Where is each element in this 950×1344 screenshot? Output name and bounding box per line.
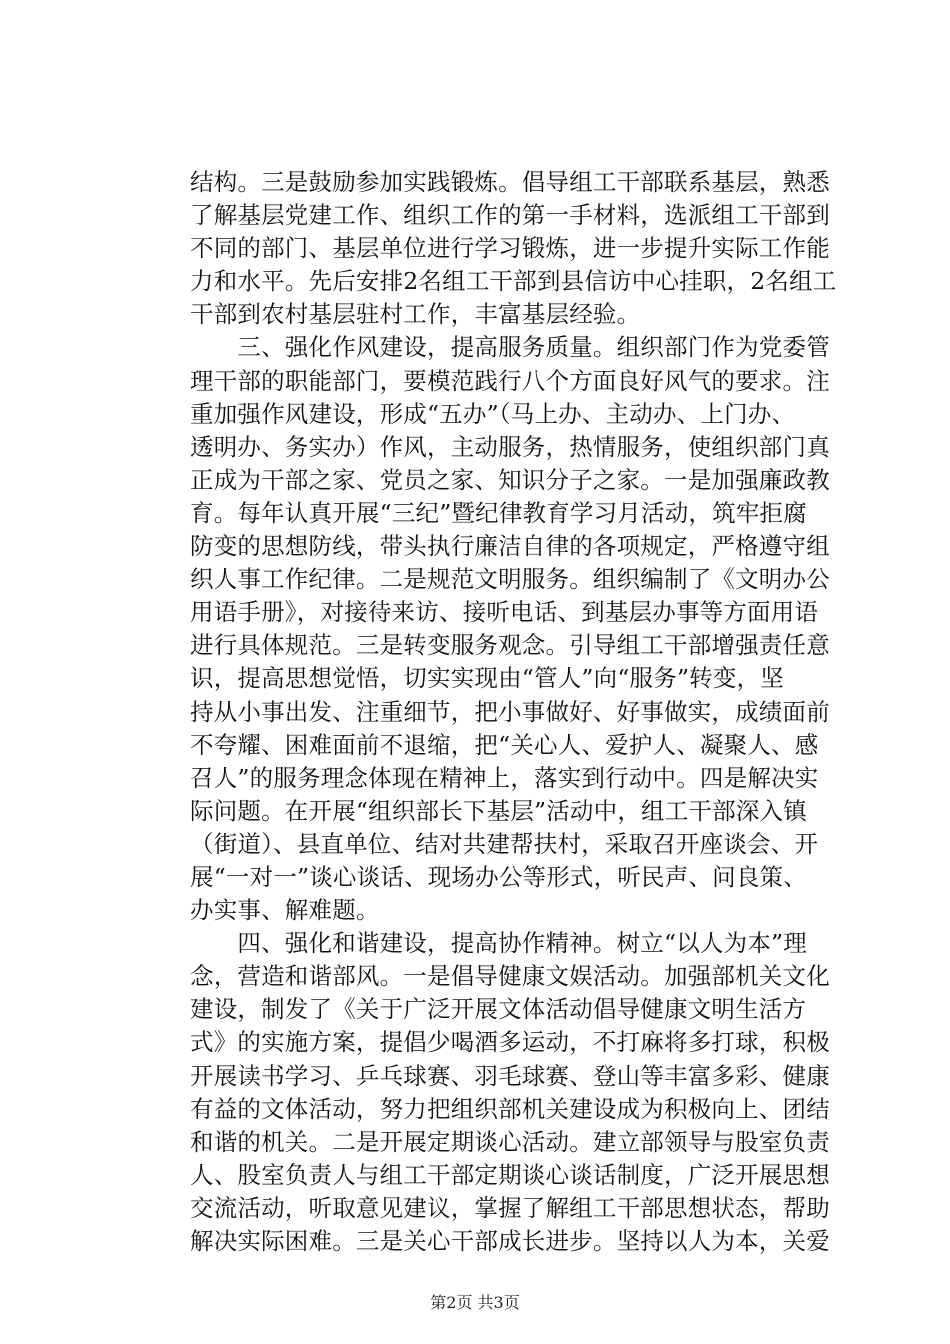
text-line: 织人事工作纪律。二是规范文明服务。组织编制了《文明办公 bbox=[190, 565, 830, 594]
text-line: 和谐的机关。二是开展定期谈心活动。建立部领导与股室负责 bbox=[190, 1127, 830, 1156]
text-line: （街道）、县直单位、结对共建帮扶村，采取召开座谈会、开 bbox=[190, 829, 819, 858]
text-line: 透明办、务实办）作风，主动服务，热情服务，使组织部门真 bbox=[190, 432, 830, 461]
text-line: 理干部的职能部门，要模范践行八个方面良好风气的要求。注 bbox=[190, 366, 830, 395]
text-line: 三、强化作风建设，提高服务质量。组织部门作为党委管 bbox=[190, 333, 830, 362]
text-line: 式》的实施方案，提倡少喝酒多运动，不打麻将多打球，积极 bbox=[190, 1028, 830, 1057]
text-line: 用语手册》，对接待来访、接听电话、到基层办事等方面用语 bbox=[190, 598, 819, 627]
text-line: 人、股室负责人与组工干部定期谈心谈话制度，广泛开展思想 bbox=[190, 1160, 830, 1189]
text-line: 开展读书学习、乒乓球赛、羽毛球赛、登山等丰富多彩、健康 bbox=[190, 1061, 830, 1090]
text-line: 不夸耀、困难面前不退缩，把“关心人、爱护人、凝聚人、感 bbox=[190, 730, 819, 759]
text-line: 重加强作风建设，形成“五办”（马上办、主动办、上门办、 bbox=[190, 399, 796, 428]
text-line: 正成为干部之家、党员之家、知识分子之家。一是加强廉政教 bbox=[190, 465, 830, 494]
text-line: 召人”的服务理念体现在精神上，落实到行动中。四是解决实 bbox=[190, 763, 819, 792]
text-line: 办实事、解难题。 bbox=[190, 896, 380, 925]
text-line: 育。每年认真开展“三纪”暨纪律教育学习月活动，筑牢拒腐 bbox=[190, 498, 807, 527]
text-line: 进行具体规范。三是转变服务观念。引导组工干部增强责任意 bbox=[190, 631, 830, 660]
text-line: 识，提高思想觉悟，切实实现由“管人”向“服务”转变，坚 bbox=[190, 664, 784, 693]
text-line: 展“一对一”谈心谈话、现场办公等形式，听民声、问良策、 bbox=[190, 862, 807, 891]
text-line: 力和水平。先后安排2名组工干部到县信访中心挂职，2名组工 bbox=[190, 267, 837, 296]
text-line: 结构。三是鼓励参加实践锻炼。倡导组工干部联系基层，熟悉 bbox=[190, 168, 830, 196]
text-line: 念，营造和谐部风。一是倡导健康文娱活动。加强部机关文化 bbox=[190, 962, 830, 991]
text-line: 不同的部门、基层单位进行学习锻炼，进一步提升实际工作能 bbox=[190, 234, 830, 263]
text-line: 解决实际困难。三是关心干部成长进步。坚持以人为本，关爱 bbox=[190, 1227, 830, 1255]
text-line: 建设，制发了《关于广泛开展文体活动倡导健康文明生活方 bbox=[190, 995, 807, 1024]
text-line: 防变的思想防线，带头执行廉洁自律的各项规定，严格遵守组 bbox=[190, 532, 830, 561]
text-line: 干部到农村基层驻村工作，丰富基层经验。 bbox=[190, 300, 641, 329]
text-line: 际问题。在开展“组织部长下基层”活动中，组工干部深入镇 bbox=[190, 796, 807, 825]
text-line: 有益的文体活动，努力把组织部机关建设成为积极向上、团结 bbox=[190, 1094, 830, 1123]
text-line: 四、强化和谐建设，提高协作精神。树立“以人为本”理 bbox=[190, 929, 807, 958]
document-body bbox=[190, 166, 837, 1258]
text-line: 了解基层党建工作、组织工作的第一手材料，选派组工干部到 bbox=[190, 201, 830, 230]
text-line: 持从小事出发、注重细节，把小事做好、好事做实，成绩面前 bbox=[190, 697, 830, 726]
page-footer: 第2页 共3页 bbox=[430, 1293, 520, 1312]
text-line: 交流活动，听取意见建议，掌握了解组工干部思想状态，帮助 bbox=[190, 1193, 830, 1222]
